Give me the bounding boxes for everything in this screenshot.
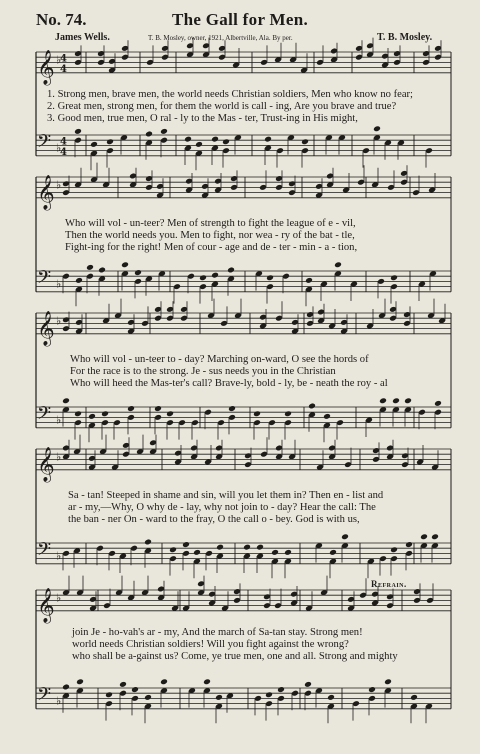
hymn-title: The Gall for Men. [171, 10, 309, 29]
bass-clef-icon: 𝄢 [37, 539, 52, 565]
lyric-line: the ban - ner On - ward to the fray, O the call o - bey. God is with us, [68, 514, 360, 525]
note-head [145, 131, 153, 138]
lyric-line: Fight-ing for the right! Men of cour - age and de - ter - min - a - tion, [65, 242, 358, 253]
note-head [277, 686, 285, 693]
note-head [101, 410, 109, 417]
lyric-line: Who will heed the Mas-ter's call? Brave-ly, bold - ly, be - neath the roy - al [70, 378, 388, 389]
note-head [184, 136, 192, 143]
bass-clef-icon: 𝄢 [37, 684, 52, 710]
note-head [166, 410, 174, 417]
note-head [127, 405, 135, 412]
flat-sign-icon: ♭ [56, 141, 62, 155]
note-head [199, 274, 207, 281]
time-signature: 4 [60, 53, 67, 65]
lyric-line: For the race is to the strong. Je - sus needs you in the Christian [70, 366, 336, 377]
note-head [211, 136, 219, 143]
note-head [271, 549, 279, 556]
lyric-line: Who will vol - un-teer? Men of strength to fight the league of e - vil, [65, 218, 356, 229]
note-head [265, 691, 273, 698]
note-head [169, 546, 177, 553]
bass-clef-icon: 𝄢 [37, 267, 52, 293]
note-head [284, 549, 292, 556]
lyric-line: who shall be a-gainst us? Come, ye true men, one and all. Strong and mighty [72, 651, 398, 662]
note-head [305, 277, 313, 284]
flat-sign-icon: ♭ [56, 178, 62, 192]
note-head [405, 541, 413, 548]
lyric-line: ar - my,—Why, O why de - lay, why not join to - day? Hear the call: The [68, 502, 376, 513]
copyright-notice: T. B. Mosley, owner, 1921, Albertville, Ala. By per. [148, 34, 293, 42]
note-head [105, 691, 113, 698]
lyric-line: Sa - tan! Steeped in shame and sin, will you let them in? Then en - list and [68, 490, 384, 501]
hymn-number: No. 74. [36, 10, 87, 29]
lyric-line: 2. Great men, strong men, for them the world is call - ing, Are you brave and true? [47, 101, 397, 112]
note-head [119, 681, 127, 688]
note-head [216, 544, 224, 551]
note-head [106, 138, 114, 145]
bass-clef-icon: 𝄢 [37, 403, 52, 429]
note-head [256, 544, 264, 551]
note-head [410, 694, 418, 701]
note-head [121, 261, 129, 268]
note-head [131, 686, 139, 693]
refrain-label: Refrain. [371, 579, 407, 589]
note-head [392, 397, 400, 404]
note-head [203, 678, 211, 685]
note-head [74, 128, 82, 135]
note-head [253, 410, 261, 417]
flat-sign-icon: ♭ [56, 549, 62, 563]
treble-clef-icon: 𝄞 [37, 310, 55, 346]
note-head [390, 274, 398, 281]
note-head [334, 261, 342, 268]
note-head [308, 403, 316, 410]
lyric-line: 1. Strong men, brave men, the world needs Christian soldiers, Men who know no fear; [47, 89, 414, 100]
treble-clef-icon: 𝄞 [37, 174, 55, 210]
time-signature: 4 [60, 146, 67, 158]
note-head [266, 274, 274, 281]
note-head [304, 681, 312, 688]
note-head [195, 141, 203, 148]
flat-sign-icon: ♭ [56, 413, 62, 427]
note-head [329, 549, 337, 556]
note-head [62, 397, 70, 404]
lyric-line: join Je - ho-vah's ar - my, And the march of Sa-tan stay. Strong men! [72, 627, 363, 638]
composer-credit: T. B. Mosley. [377, 32, 433, 43]
note-head [384, 678, 392, 685]
note-head [264, 136, 272, 143]
treble-clef-icon: 𝄞 [37, 49, 55, 85]
note-head [74, 410, 82, 417]
note-head [327, 694, 335, 701]
note-head [211, 272, 219, 279]
note-head [75, 277, 83, 284]
note-head [368, 686, 376, 693]
note-head [62, 684, 70, 691]
note-head [431, 533, 439, 540]
note-head [154, 405, 162, 412]
note-head [144, 694, 152, 701]
lyric-line: Then the world needs you. Men to fight, nor wea - ry of the bat - tle, [65, 230, 355, 241]
note-head [227, 267, 235, 274]
note-head [160, 128, 168, 135]
note-head [284, 410, 292, 417]
lyric-line: Who will vol - un-teer to - day? Marching on-ward, O see the hords of [70, 354, 369, 365]
flat-sign-icon: ♭ [56, 450, 62, 464]
time-signature: 4 [60, 63, 67, 75]
note-head [160, 678, 168, 685]
note-head [404, 397, 412, 404]
note-head [323, 413, 331, 420]
time-signature: 4 [60, 136, 67, 148]
lyric-line: world needs Christian soldiers! Will you fight against the wrong? [72, 639, 349, 650]
treble-clef-icon: 𝄞 [37, 587, 55, 623]
lyricist-credit: James Wells. [55, 32, 110, 43]
note-head [373, 125, 381, 132]
note-head [301, 138, 309, 145]
note-head [341, 533, 349, 540]
lyric-line: 3. Good men, true men, O ral - ly to the Mas - ter, Trust-ing in His might, [47, 113, 358, 124]
treble-clef-icon: 𝄞 [37, 446, 55, 482]
bass-clef-icon: 𝄢 [37, 131, 52, 157]
flat-sign-icon: ♭ [56, 694, 62, 708]
note-head [379, 397, 387, 404]
flat-sign-icon: ♭ [56, 53, 62, 67]
note-head [76, 678, 84, 685]
note-head [390, 546, 398, 553]
flat-sign-icon: ♭ [56, 314, 62, 328]
note-head [243, 544, 251, 551]
note-head [86, 264, 94, 271]
note-head [182, 541, 190, 548]
note-head [420, 533, 428, 540]
flat-sign-icon: ♭ [56, 277, 62, 291]
note-head [215, 694, 223, 701]
note-head [222, 138, 230, 145]
note-head [134, 269, 142, 276]
note-head [228, 405, 236, 412]
note-head [434, 400, 442, 407]
flat-sign-icon: ♭ [56, 591, 62, 605]
note-head [193, 549, 201, 556]
note-head [144, 539, 152, 546]
note-head [90, 141, 98, 148]
note-head [98, 267, 106, 274]
note-head [88, 413, 96, 420]
